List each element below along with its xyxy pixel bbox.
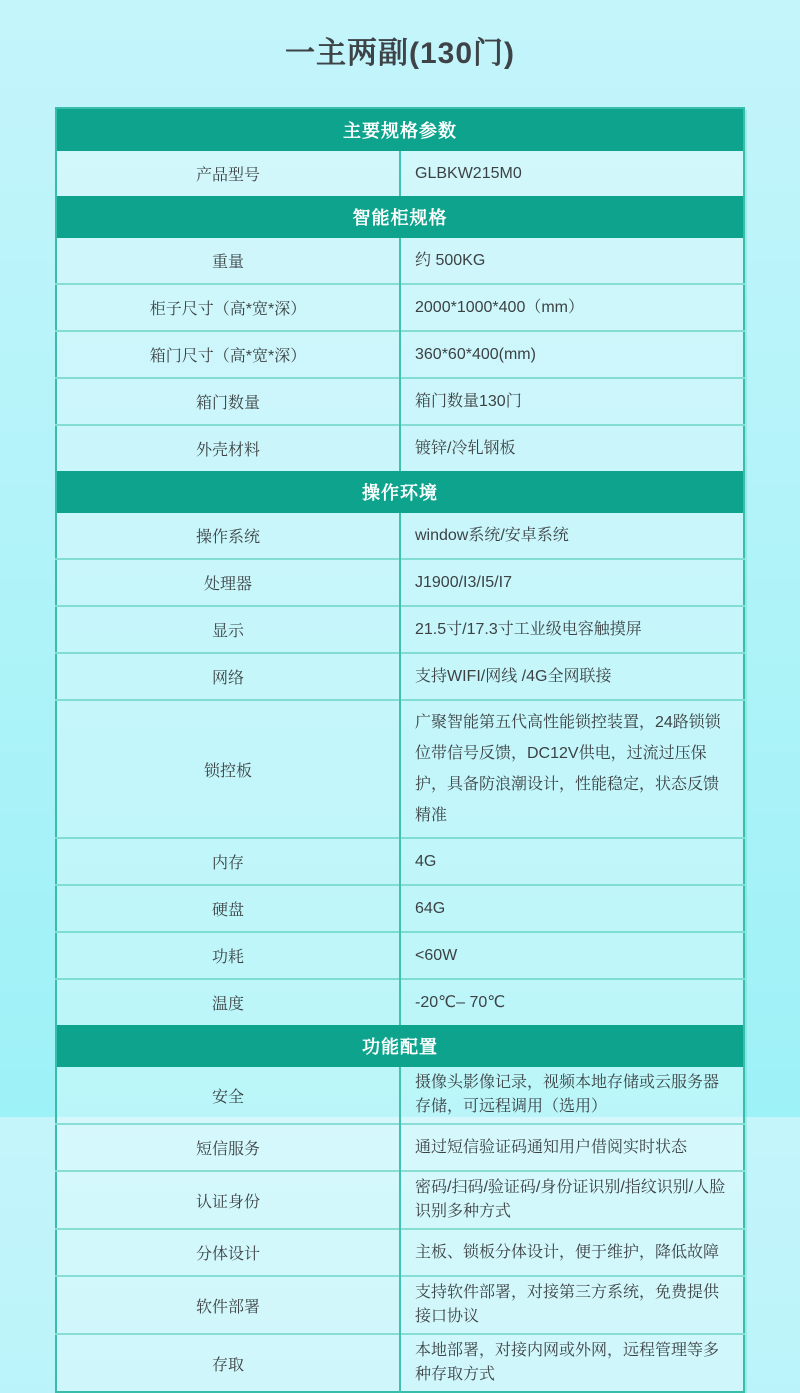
table-row: [56, 513, 744, 559]
spec-value: window系统/安卓系统: [400, 513, 744, 559]
spec-label: 操作系统: [56, 513, 400, 559]
table-row: [56, 559, 744, 606]
spec-value: 广聚智能第五代高性能锁控装置，24路锁锁位带信号反馈，DC12V供电，过流过压保护，具备防浪潮设计，性能稳定，状态反馈精准: [400, 700, 744, 838]
spec-label: 箱门数量: [56, 378, 400, 425]
spec-value: 主板、锁板分体设计，便于维护，降低故障: [400, 1229, 744, 1276]
table-row: [56, 932, 744, 979]
spec-value: 支持WIFI/网线 /4G全网联接: [400, 653, 744, 700]
spec-value: 摄像头影像记录，视频本地存储或云服务器存储，可远程调用（选用）: [400, 1067, 744, 1124]
section-header-label: 功能配置: [56, 1025, 744, 1067]
spec-value: 密码/扫码/验证码/身份证识别/指纹识别/人脸识别多种方式: [400, 1171, 744, 1229]
section-header-cabinet-specs: [56, 196, 744, 238]
spec-label: 箱门尺寸（高*宽*深）: [56, 331, 400, 378]
page-title: 一主两副(130门): [284, 37, 516, 70]
table-row: [56, 425, 744, 471]
table-row: [56, 1124, 744, 1171]
table-row: [56, 838, 744, 885]
spec-label: 功耗: [56, 932, 400, 979]
table-row: [56, 378, 744, 425]
spec-label: 网络: [56, 653, 400, 700]
section-header-main-specs: [56, 108, 744, 151]
spec-label: 分体设计: [56, 1229, 400, 1276]
spec-value: -20℃– 70℃: [400, 979, 744, 1025]
table-row: [56, 606, 744, 653]
spec-value: 镀锌/冷轧钢板: [400, 425, 744, 471]
table-row: [56, 1229, 744, 1276]
spec-label: 存取: [56, 1334, 400, 1392]
spec-value: J1900/I3/I5/I7: [400, 559, 744, 606]
spec-value: 约 500KG: [400, 238, 744, 284]
spec-label: 锁控板: [56, 700, 400, 838]
table-row: [56, 979, 744, 1025]
spec-label: 重量: [56, 238, 400, 284]
spec-label: 认证身份: [56, 1171, 400, 1229]
spec-value: 箱门数量130门: [400, 378, 744, 425]
spec-value: 2000*1000*400（mm）: [400, 284, 744, 331]
table-row: [56, 1276, 744, 1334]
table-row: [56, 1067, 744, 1124]
table-row: [56, 284, 744, 331]
spec-table: [55, 107, 745, 1393]
spec-value: GLBKW215M0: [400, 151, 744, 196]
spec-value: 4G: [400, 838, 744, 885]
section-header-label: 主要规格参数: [56, 108, 744, 151]
spec-label: 软件部署: [56, 1276, 400, 1334]
spec-label: 短信服务: [56, 1124, 400, 1171]
section-header-feature-config: [56, 1025, 744, 1067]
table-row: [56, 653, 744, 700]
spec-value: 64G: [400, 885, 744, 932]
table-row-lock-board: [56, 700, 744, 838]
table-row: [56, 331, 744, 378]
table-row: [56, 1334, 744, 1392]
spec-label: 温度: [56, 979, 400, 1025]
spec-label: 产品型号: [56, 151, 400, 196]
spec-label: 显示: [56, 606, 400, 653]
spec-label: 硬盘: [56, 885, 400, 932]
spec-label: 外壳材料: [56, 425, 400, 471]
table-row: [56, 151, 744, 196]
spec-value: 360*60*400(mm): [400, 331, 744, 378]
table-row: [56, 1171, 744, 1229]
section-header-label: 操作环境: [56, 471, 744, 513]
table-row: [56, 238, 744, 284]
spec-label: 柜子尺寸（高*宽*深）: [56, 284, 400, 331]
spec-value: <60W: [400, 932, 744, 979]
spec-value: 本地部署，对接内网或外网，远程管理等多种存取方式: [400, 1334, 744, 1392]
spec-value: 支持软件部署，对接第三方系统，免费提供接口协议: [400, 1276, 744, 1334]
section-header-label: 智能柜规格: [56, 196, 744, 238]
spec-value: 通过短信验证码通知用户借阅实时状态: [400, 1124, 744, 1171]
table-row: [56, 885, 744, 932]
spec-label: 安全: [56, 1067, 400, 1124]
spec-value: 21.5寸/17.3寸工业级电容触摸屏: [400, 606, 744, 653]
spec-label: 内存: [56, 838, 400, 885]
section-header-operating-env: [56, 471, 744, 513]
spec-label: 处理器: [56, 559, 400, 606]
